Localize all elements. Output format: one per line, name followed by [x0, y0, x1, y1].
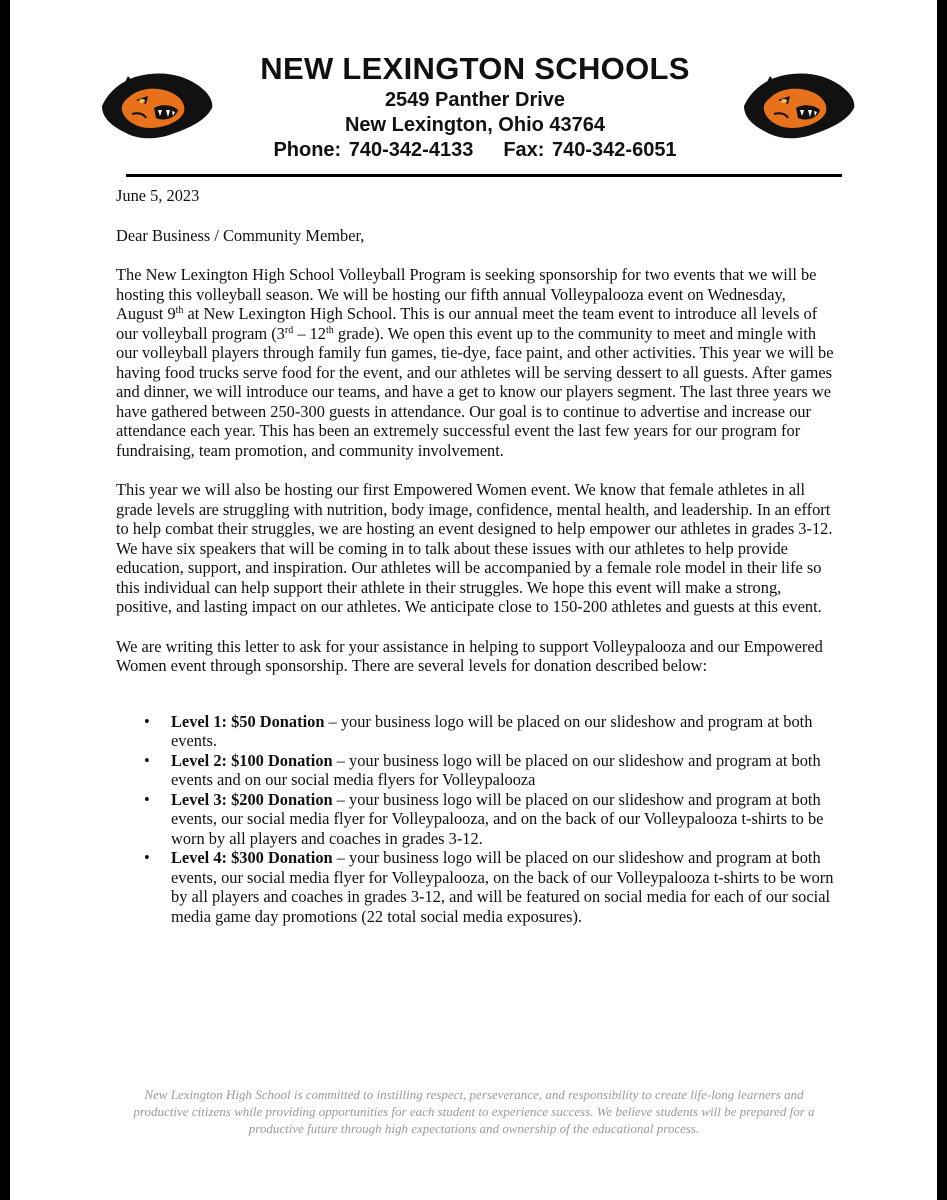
paragraph-volleypalooza: The New Lexington High School Volleyball Program is seeking sponsorship for two events that we will be hosting this volleyball season. We will be hosting our fifth annual Volleypalooza event on Wednesday, August 9th at New Lexington High School. This is our annual meet the team event to introduce all levels of our volleyball program (3rd – 12th grade). We open this event up to the community to meet and mingle with our volleyball players through family fun games, tie-dye, face paint, and other activities. This year we will be having food trucks serve food for the event, and our athletes will be serving dessert to all guests. After games and dinner, we will introduce our teams, and have a get to know our players segment. The last three years we have gathered between 250-300 guests in attendance. Our goal is to continue to advertise and increase our attendance each year. This has been an extremely successful event the last few years for our program for fundraising, team promotion, and community involvement.: [116, 265, 834, 460]
bullet-icon: •: [144, 711, 150, 731]
letterhead-text: [160, 50, 790, 163]
paragraph-empowered-women: This year we will also be hosting our first Empowered Women event. We know that female athletes in all grade levels are struggling with nutrition, body image, confidence, mental health, and leadership. In an effort to help combat their struggles, we are hosting an event designed to help empower our athletes in grades 3-12. We have six speakers that will be coming in to talk about these issues with our athletes to help provide education, support, and inspiration. Our athletes will be accompanied by a female role model in their life so this individual can help support their athlete in their struggles. We hope this event will make a strong, positive, and lasting impact on our athletes. We anticipate close to 150-200 athletes and guests at this event.: [116, 480, 833, 616]
donation-levels: [116, 712, 836, 927]
fax-number: Fax: 740-342-6051: [503, 139, 677, 161]
level-title: Level 2: $100 Donation: [171, 750, 333, 770]
list-item: [144, 848, 836, 926]
address-city: New Lexington, Ohio 43764: [344, 114, 606, 136]
school-name: NEW LEXINGTON SCHOOLS: [260, 51, 690, 86]
list-item: [144, 712, 836, 751]
bullet-icon: •: [144, 750, 150, 770]
level-title: Level 1: $50 Donation: [171, 711, 325, 731]
list-item: [144, 751, 836, 790]
letter-date: June 5, 2023: [116, 186, 200, 205]
letter-body: [116, 186, 836, 926]
level-description: – your business logo will be placed on our slideshow and program at both events and on our social media flyers for Volleypalooza: [171, 750, 821, 789]
salutation: Dear Business / Community Member,: [116, 225, 365, 245]
bullet-icon: •: [144, 848, 150, 867]
bullet-icon: •: [144, 789, 150, 809]
level-title: Level 3: $200 Donation: [171, 789, 333, 809]
header-divider: [126, 174, 842, 177]
right-frame-border: [937, 0, 947, 1200]
letterhead: [10, 0, 937, 180]
mission-statement: New Lexington High School is committed to instilling respect, perseverance, and responsibility to create life-long learners and productive citizens while providing opportunities for each student to experience success. We believe students will be prepared for a productive future through high expectations and ownership of the educational process.: [133, 1087, 815, 1137]
phone-number: Phone: 740-342-4133: [273, 139, 474, 161]
level-title: Level 4: $300 Donation: [171, 848, 333, 867]
contact-line: [160, 138, 790, 163]
address-street: 2549 Panther Drive: [384, 89, 566, 111]
paragraph-sponsorship-request: We are writing this letter to ask for your assistance in helping to support Volleypalooza and our Empowered Women event through sponsorship. There are several levels for donation described below:: [116, 636, 823, 675]
level-description: – your business logo will be placed on our slideshow and program at both events, our social media flyer for Volleypalooza, on the back of our Volleypalooza t-shirts to be worn by all players and coaches in grades 3-12, and will be featured on social media for each of our social media game day promotions (22 total social media exposures).: [171, 848, 834, 926]
level-description: – your business logo will be placed on our slideshow and program at both events.: [171, 711, 813, 750]
level-description: – your business logo will be placed on our slideshow and program at both events, our social media flyer for Volleypalooza, and on the back of our Volleypalooza t-shirts to be worn by all players and coaches in grades 3-12.: [171, 789, 824, 848]
left-frame-border: [0, 0, 10, 1200]
list-item: [144, 790, 836, 849]
